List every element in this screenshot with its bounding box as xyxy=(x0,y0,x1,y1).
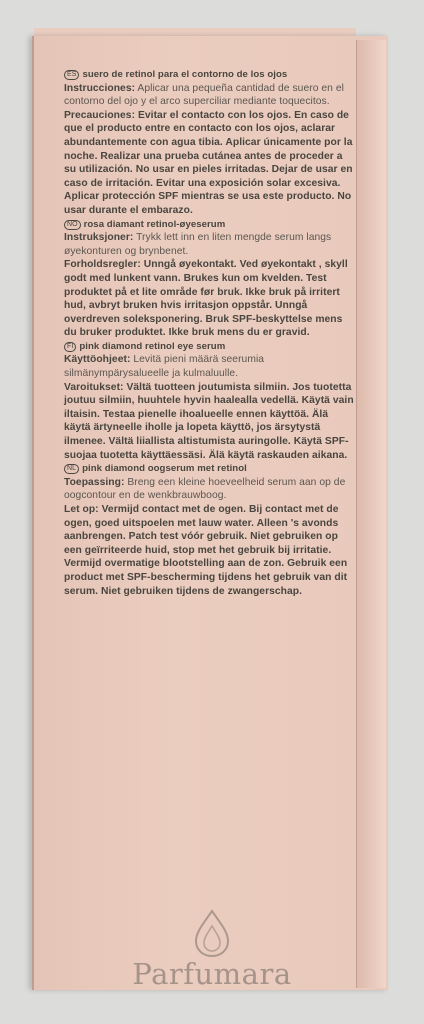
precautions-label: Forholdsregler: xyxy=(64,259,141,271)
language-badge: FI xyxy=(64,342,76,352)
ingredient-label-text xyxy=(64,68,356,598)
instructions-text: Trykk lett inn en liten mengde serum langs øyekonturen og brynbenet. xyxy=(64,232,332,257)
precautions-label: Precauciones: xyxy=(64,109,136,121)
instructions-label: Instruksjoner: xyxy=(64,232,134,244)
product-title: suero de retinol para el contorno de los ojos xyxy=(82,69,288,80)
section-header xyxy=(64,341,225,352)
section-no xyxy=(64,218,356,340)
product-title: rosa diamant retinol-øyeserum xyxy=(83,218,226,230)
precautions-text: Evitar el contacto con los ojos. En caso de que el producto entre en contacto con los ojos, aclarar abundantemente con agua tibia. Aplicar únicamente por la noche. Realizar una prueba cutánea antes de proceder a su utilización. No usar en pieles irritadas. Dejar de usar en caso de irritación. Evitar una exposición solar excesiva. Aplicar protección SPF mientras se usa este producto. No usar durante el embarazo. xyxy=(64,109,353,216)
language-badge: NO xyxy=(64,220,81,230)
box-side-edge xyxy=(356,40,386,988)
section-header xyxy=(64,463,247,474)
box-fold-line xyxy=(356,40,357,988)
section-es xyxy=(64,68,356,218)
precautions-text: Unngå øyekontakt. Ved øyekontakt , skyll godt med lunkent vann. Brukes kun om kvelden. Test produktet på et lite område før bruk. Ikke bruk på irritert hud, avbryt bruken hvis irritasjon oppstår. Unngå overdreven soleksponering. Bruk SPF-beskyttelse mens du bruker produktet. Ikke bruk mens du er gravid. xyxy=(64,259,348,339)
instructions-text: Levitä pieni määrä seerumia silmänympärysalueelle ja kulmaluulle. xyxy=(64,354,265,380)
section-nl xyxy=(64,462,356,598)
brand-name: Parfumara xyxy=(132,957,292,991)
precautions-label: Varoitukset: xyxy=(64,381,124,393)
precautions-text: Vältä tuotteen joutumista silmiin. Jos tuotetta joutuu silmiin, huuhtele hyvin haalealla vedellä. Käytä vain iltaisin. Testaa pienelle ihoalueelle ennen käyttöä. Älä käytä ärtyneelle iholle ja lopeta käyttö, jos ärsytystä ilmenee. Vältä liiallista altistumista auringolle. Käytä SPF-suojaa tuotetta käyttäessäsi. Älä käytä raskauden aikana. xyxy=(64,381,354,461)
section-fi xyxy=(64,340,356,462)
language-badge: ES xyxy=(64,70,79,80)
precautions-label: Let op: xyxy=(64,504,99,515)
box-left-edge xyxy=(32,36,34,990)
product-title: pink diamond oogserum met retinol xyxy=(82,463,247,475)
instructions-label: Toepassing: xyxy=(64,476,125,488)
product-title: pink diamond retinol eye serum xyxy=(79,340,226,352)
instructions-text: Aplicar una pequeña cantidad de suero en el contorno del ojo y el arco superciliar mediante toquecitos. xyxy=(64,82,344,108)
section-header xyxy=(64,69,287,80)
drop-icon xyxy=(189,908,235,958)
section-header xyxy=(64,219,225,230)
instructions-label: Instrucciones: xyxy=(64,82,136,94)
language-badge: NL xyxy=(64,464,79,474)
watermark xyxy=(0,908,424,990)
instructions-text: Breng een kleine hoeveelheid serum aan op de oogcontour en de wenkbrauwboog. xyxy=(64,476,346,502)
precautions-text: Vermijd contact met de ogen. Bij contact met de ogen, goed uitspoelen met lauw water. Alleen 's avonds aanbrengen. Patch test vóór gebruik. Niet gebruiken op een geïrriteerde huid, stop met het gebruik bij irritatie. Vermijd overmatige blootstelling aan de zon. Gebruik een product met SPF-bescherming tijdens het gebruik van dit serum. Niet gebruiken tijdens de zwangerschap. xyxy=(64,504,348,597)
instructions-label: Käyttöohjeet: xyxy=(64,354,131,366)
